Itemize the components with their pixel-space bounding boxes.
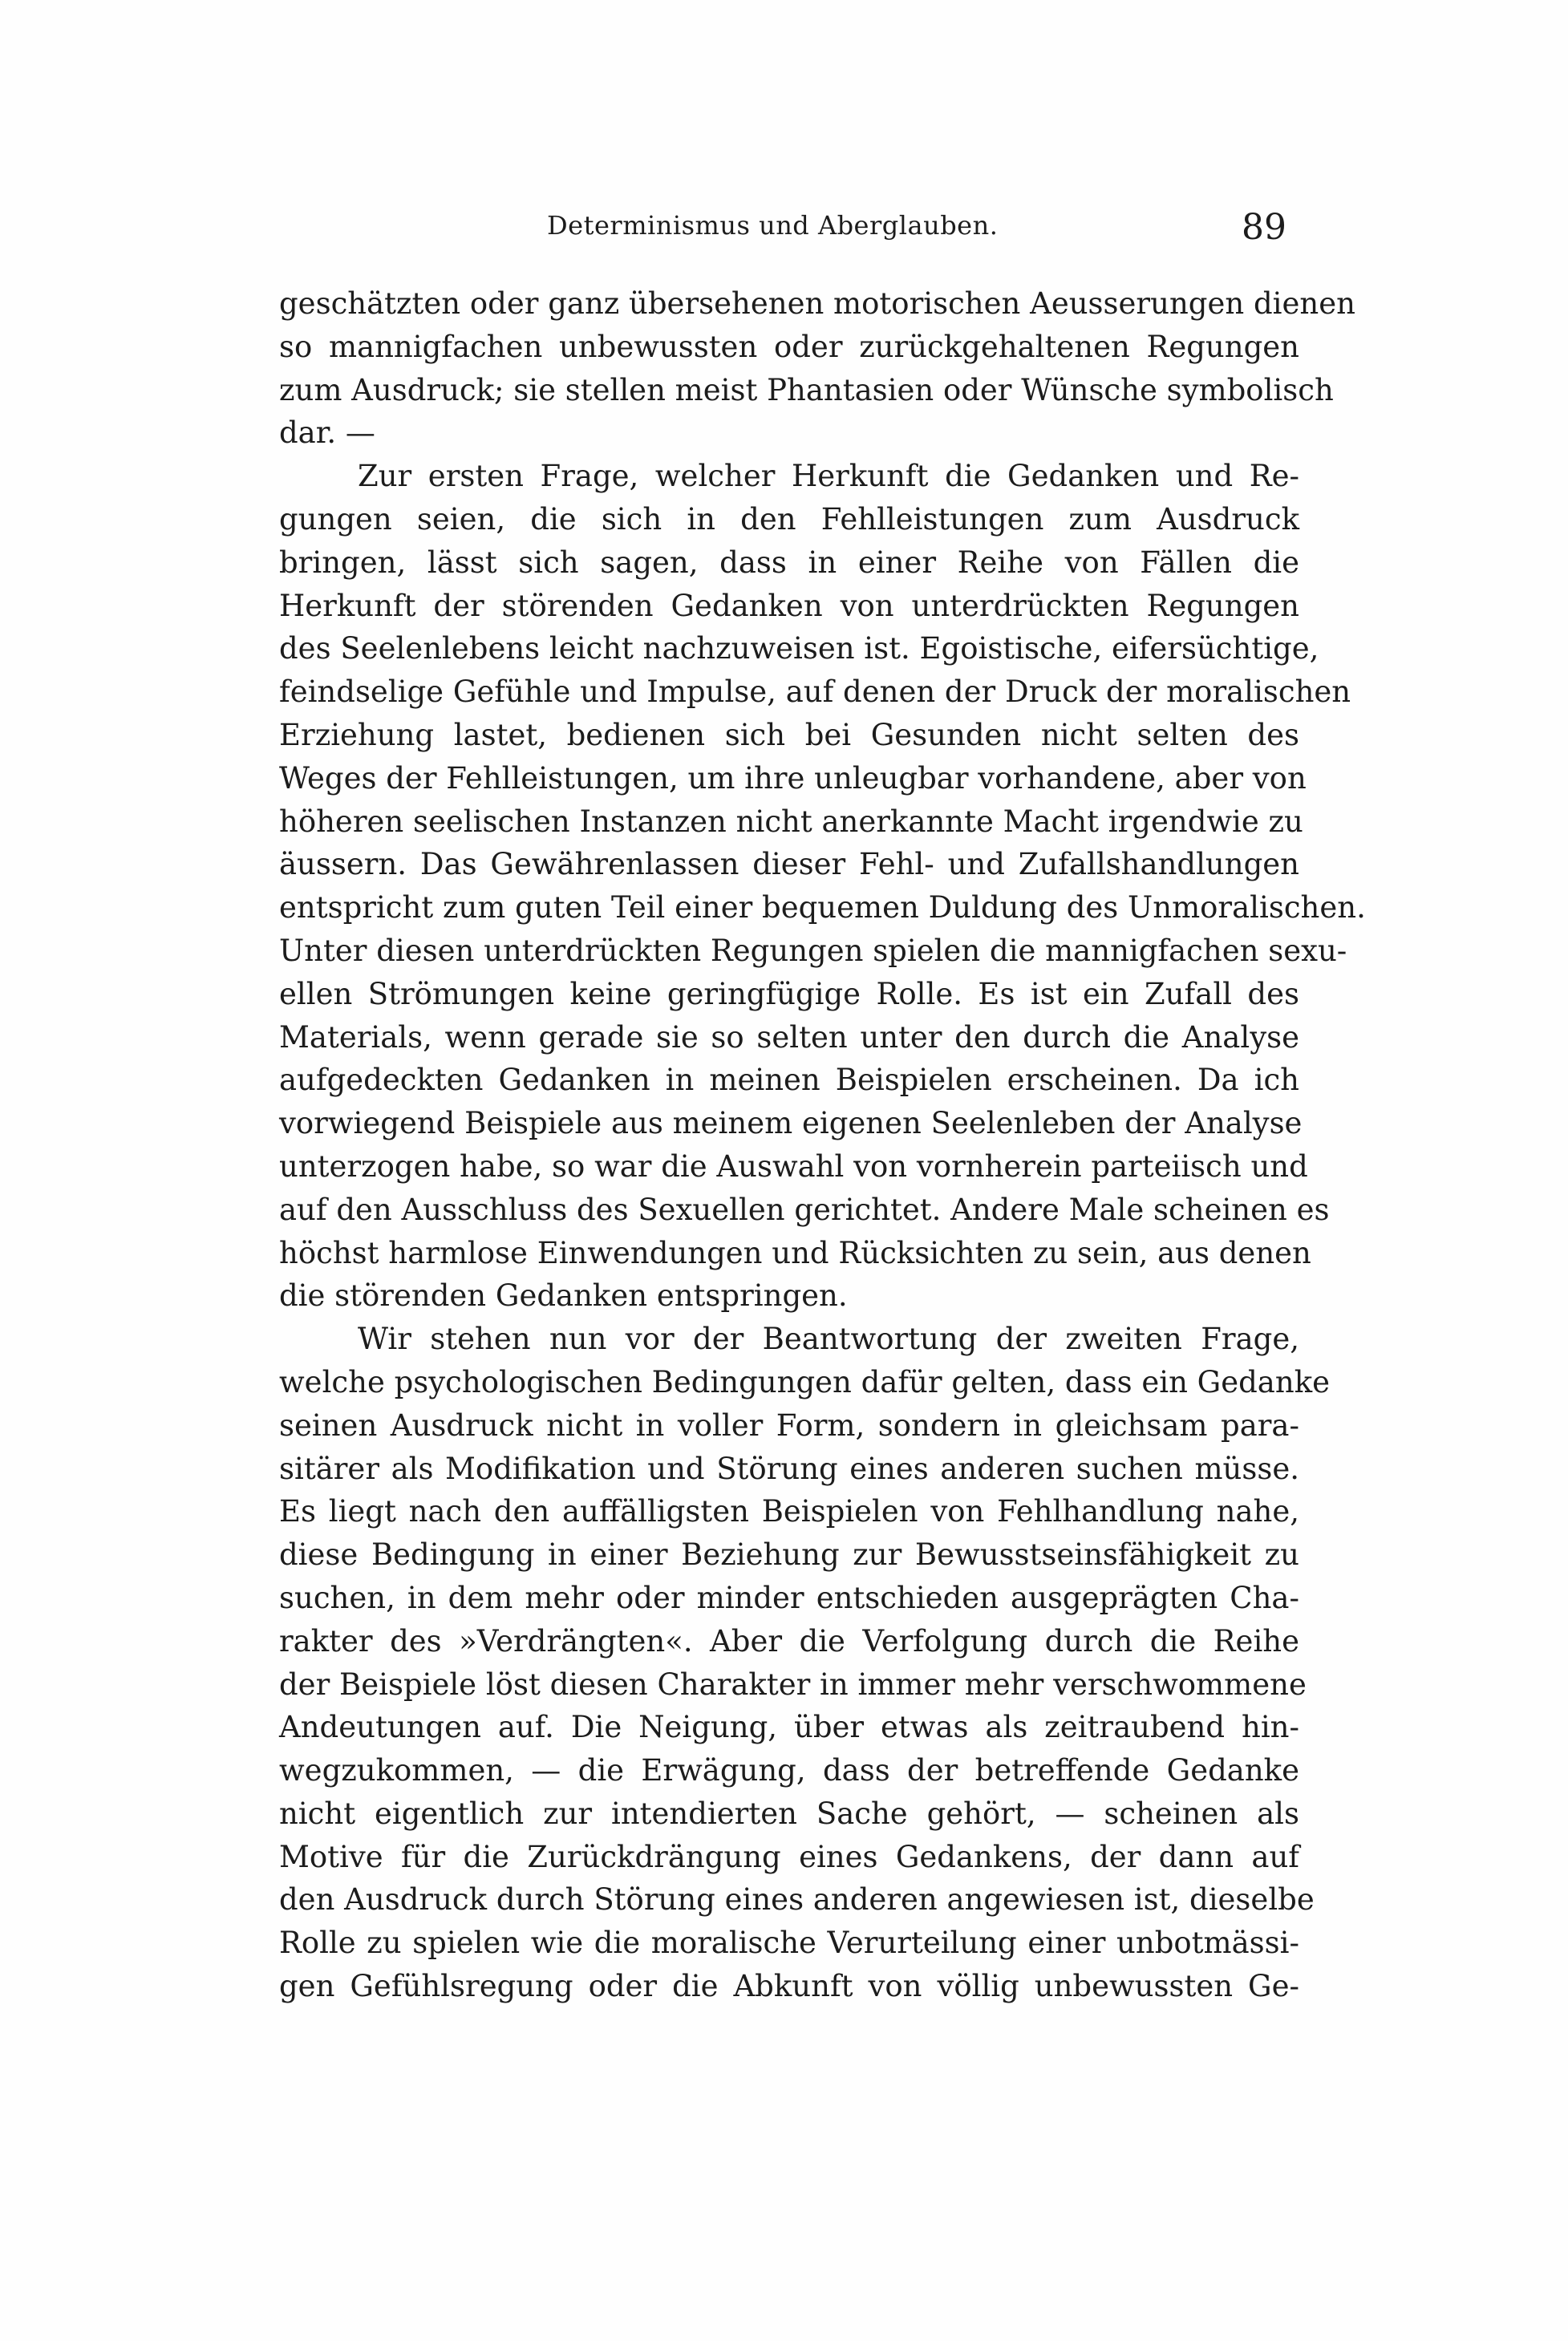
text-line: unterzogen habe, so war die Auswahl von vornherein parteiisch und: [279, 1148, 1308, 1184]
text-line: höchst harmlose Einwendungen und Rücksichten zu sein, aus denen: [279, 1235, 1311, 1270]
text-line: Motive für die Zurückdrängung eines Gedankens, der dann auf: [279, 1839, 1299, 1874]
text-line: suchen, in dem mehr oder minder entschieden ausgeprägten Cha-: [279, 1580, 1299, 1615]
text-line: Es liegt nach den auffälligsten Beispielen von Fehlhandlung nahe,: [279, 1494, 1299, 1529]
text-line: Erziehung lastet, bedienen sich bei Gesunden nicht selten des: [279, 717, 1299, 752]
text-line: vorwiegend Beispiele aus meinem eigenen Seelenleben der Analyse: [279, 1106, 1303, 1141]
text-line: seinen Ausdruck nicht in voller Form, sondern in gleichsam para-: [279, 1407, 1299, 1443]
text-line: entspricht zum guten Teil einer bequemen Duldung des Unmoralischen.: [279, 890, 1366, 925]
text-line: ellen Strömungen keine geringfügige Rolle. Es ist ein Zufall des: [279, 976, 1299, 1011]
text-line: Wir stehen nun vor der Beantwortung der zweiten Frage,: [358, 1322, 1299, 1357]
text-line: auf den Ausschluss des Sexuellen gerichtet. Andere Male scheinen es: [279, 1192, 1330, 1227]
text-line: geschätzten oder ganz übersehenen motorischen Aeusserungen dienen: [279, 286, 1355, 321]
text-line: so mannigfachen unbewussten oder zurückgehaltenen Regungen: [279, 329, 1299, 364]
text-line: diese Bedingung in einer Beziehung zur Bewusstseinsfähigkeit zu: [279, 1537, 1299, 1573]
text-line: Rolle zu spielen wie die moralische Verurteilung einer unbotmässi-: [279, 1926, 1299, 1961]
text-line: feindselige Gefühle und Impulse, auf denen der Druck der moralischen: [279, 674, 1351, 710]
text-line: Andeutungen auf. Die Neigung, über etwas als zeitraubend hin-: [279, 1710, 1299, 1745]
text-line: Herkunft der störenden Gedanken von unterdrückten Regungen: [279, 588, 1299, 623]
text-line: gen Gefühlsregung oder die Abkunft von völlig unbewussten Ge-: [279, 1969, 1299, 2004]
text-line: dar. —: [279, 415, 375, 451]
text-line: aufgedeckten Gedanken in meinen Beispielen erscheinen. Da ich: [279, 1063, 1299, 1098]
text-line: bringen, lässt sich sagen, dass in einer Reihe von Fällen die: [279, 545, 1299, 580]
text-line: der Beispiele löst diesen Charakter in immer mehr verschwommene: [279, 1667, 1307, 1702]
text-line: zum Ausdruck; sie stellen meist Phantasien oder Wünsche symbolisch: [279, 372, 1334, 407]
text-line: nicht eigentlich zur intendierten Sache gehört, — scheinen als: [279, 1796, 1299, 1831]
text-line: sitärer als Modifikation und Störung eines anderen suchen müsse.: [279, 1451, 1299, 1486]
text-line: Weges der Fehlleistungen, um ihre unleugbar vorhandene, aber von: [279, 760, 1307, 796]
text-line: äussern. Das Gewährenlassen dieser Fehl- und Zufallshandlungen: [279, 847, 1299, 882]
running-head: Determinismus und Aberglauben.: [547, 210, 999, 241]
text-line: Unter diesen unterdrückten Regungen spielen die mannigfachen sexu-: [279, 933, 1347, 968]
body-text: [279, 282, 1366, 2008]
text-line: welche psychologischen Bedingungen dafür gelten, dass ein Gedanke: [279, 1364, 1331, 1399]
text-line: gungen seien, die sich in den Fehlleistungen zum Ausdruck: [279, 501, 1299, 537]
text-line: den Ausdruck durch Störung eines anderen angewiesen ist, dieselbe: [279, 1882, 1315, 1918]
text-line: die störenden Gedanken entspringen.: [279, 1278, 848, 1314]
text-line: rakter des »Verdrängten«. Aber die Verfolgung durch die Reihe: [279, 1623, 1299, 1659]
text-line: des Seelenlebens leicht nachzuweisen ist. Egoistische, eifersüchtige,: [279, 631, 1319, 666]
text-line: Zur ersten Frage, welcher Herkunft die Gedanken und Re-: [358, 459, 1299, 494]
text-line: wegzukommen, — die Erwägung, dass der betreffende Gedanke: [279, 1753, 1299, 1788]
page-number: 89: [1242, 207, 1286, 248]
text-line: Materials, wenn gerade sie so selten unter den durch die Analyse: [279, 1019, 1299, 1055]
text-line: höheren seelischen Instanzen nicht anerkannte Macht irgendwie zu: [279, 804, 1303, 839]
